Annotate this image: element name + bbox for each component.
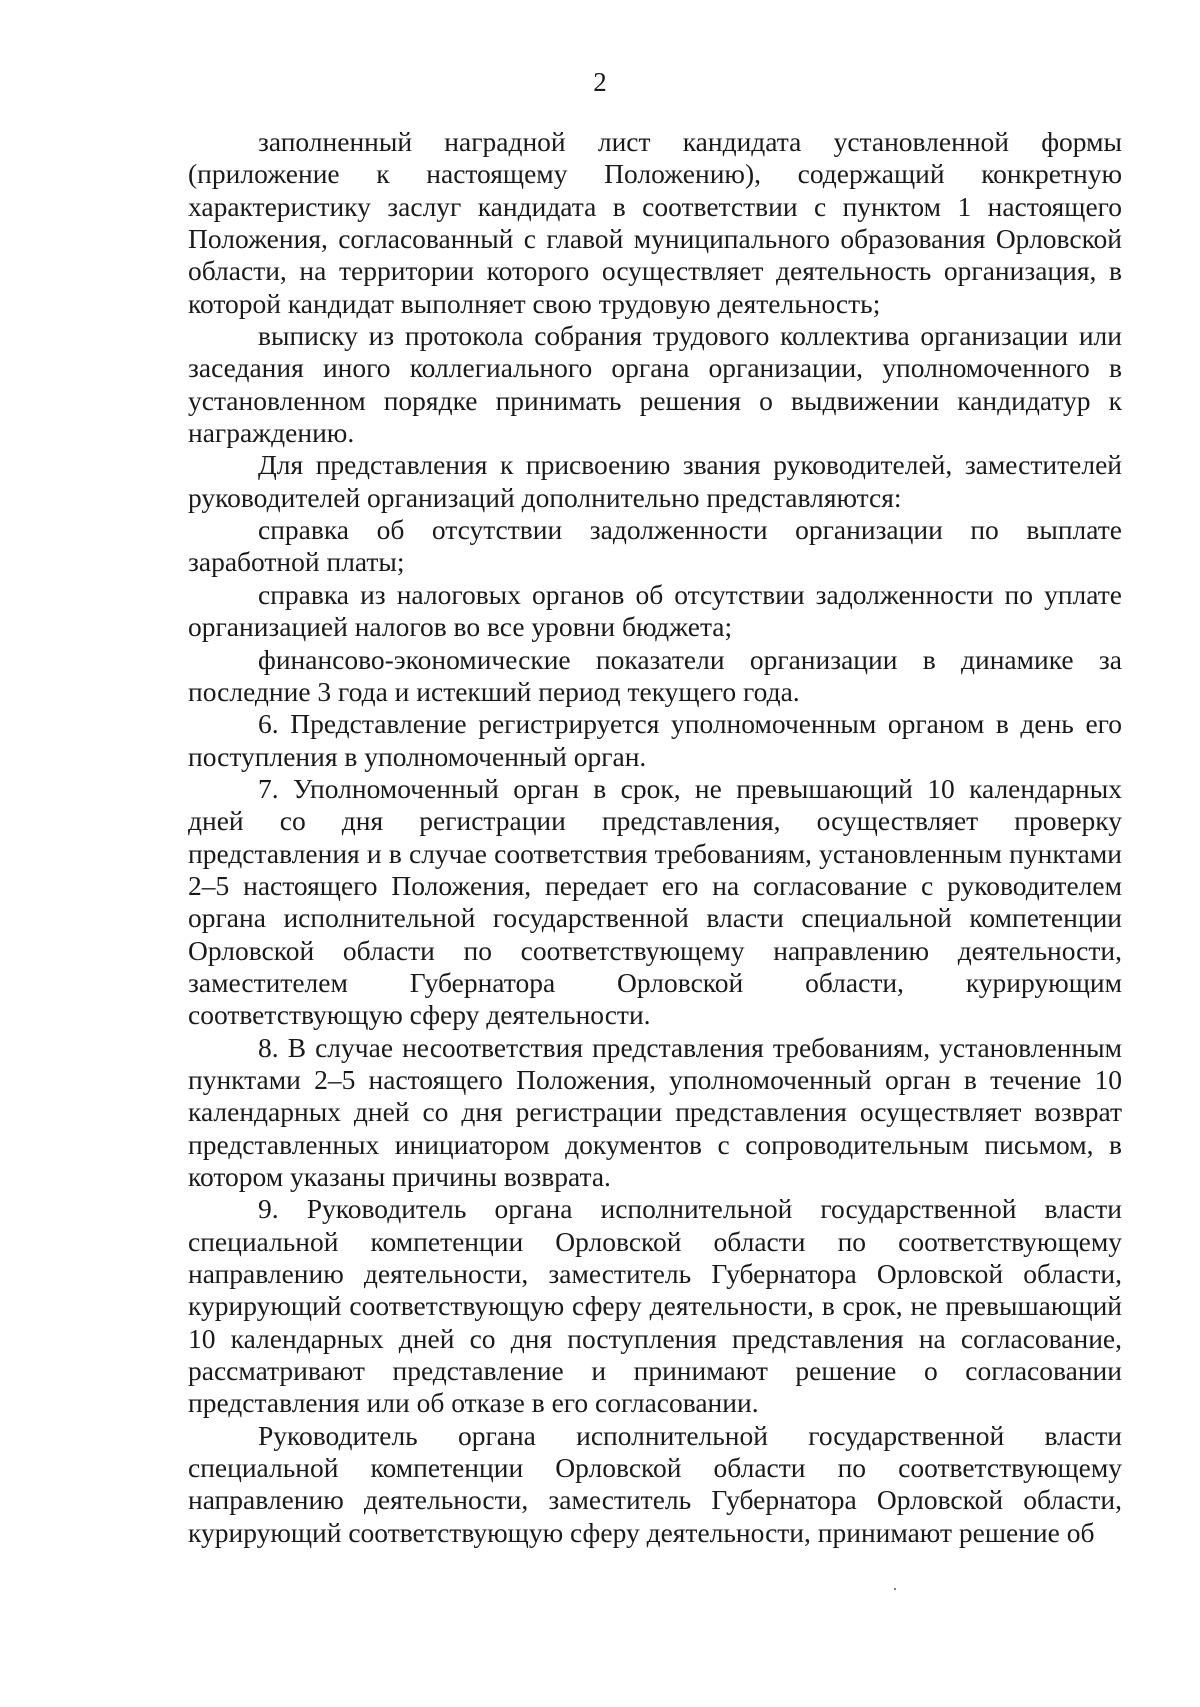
paragraph-award-sheet: заполненный наградной лист кандидата установленной формы (приложение к настоящему Положению), содержащий конкретную характеристику заслуг кандидата в соответствии с пунктом 1 настоящего Положения, согласованный с главой муниципального образования Орловской области, на территории которого осуществляет деятельность организация, в которой кандидат выполняет свою трудовую деятельность; <box>188 126 1122 319</box>
paragraph-protocol-extract: выписку из протокола собрания трудового коллектива организации или заседания иного коллегиального органа организации, уполномоченного в установленном порядке принимать решения о выдвижении кандидатур к награждению. <box>188 320 1122 449</box>
paragraph-item-9-continued: Руководитель органа исполнительной государственной власти специальной компетенции Орловской области по соответствующему направлению деятельности, заместитель Губернатора Орловской области, курирующий соответствующую сферу деятельности, принимают решение об <box>188 1419 1122 1548</box>
paragraph-item-7: 7. Уполномоченный орган в срок, не превышающий 10 календарных дней со дня регистрации представления, осуществляет проверку представления и в случае соответствия требованиям, установленным пунктами 2–5 настоящего Положения, передает его на согласование с руководителем органа исполнительной государственной власти специальной компетенции Орловской области по соответствующему направлению деятельности, заместителем Губернатора Орловской области, курирующим соответствующую сферу деятельности. <box>188 772 1122 1031</box>
paragraph-tax-certificate: справка из налоговых органов об отсутствии задолженности по уплате организацией налогов во все уровни бюджета; <box>188 578 1122 643</box>
page-number: 2 <box>593 67 607 97</box>
paragraph-item-6: 6. Представление регистрируется уполномоченным органом в день его поступления в уполномоченный орган. <box>188 708 1122 772</box>
paragraph-financial-indicators: финансово-экономические показатели организации в динамике за последние 3 года и истекший период текущего года. <box>188 643 1122 707</box>
paragraph-managers-intro: Для представления к присвоению звания руководителей, заместителей руководителей организаций дополнительно представляются: <box>188 449 1122 513</box>
paragraph-item-8: 8. В случае несоответствия представления требованиям, установленным пунктами 2–5 настоящего Положения, уполномоченный орган в течение 10 календарных дней со дня регистрации представления осуществляет возврат представленных инициатором документов с сопроводительным письмом, в котором указаны причины возврата. <box>188 1031 1122 1192</box>
paragraph-salary-certificate: справка об отсутствии задолженности организации по выплате заработной платы; <box>188 514 1122 578</box>
document-body <box>188 126 1122 1549</box>
scan-speck <box>894 1588 896 1590</box>
paragraph-item-9: 9. Руководитель органа исполнительной государственной власти специальной компетенции Орловской области по соответствующему направлению деятельности, заместитель Губернатора Орловской области, курирующий соответствующую сферу деятельности, в срок, не превышающий 10 календарных дней со дня поступления представления на согласование, рассматривают представление и принимают решение о согласовании представления или об отказе в его согласовании. <box>188 1193 1122 1419</box>
